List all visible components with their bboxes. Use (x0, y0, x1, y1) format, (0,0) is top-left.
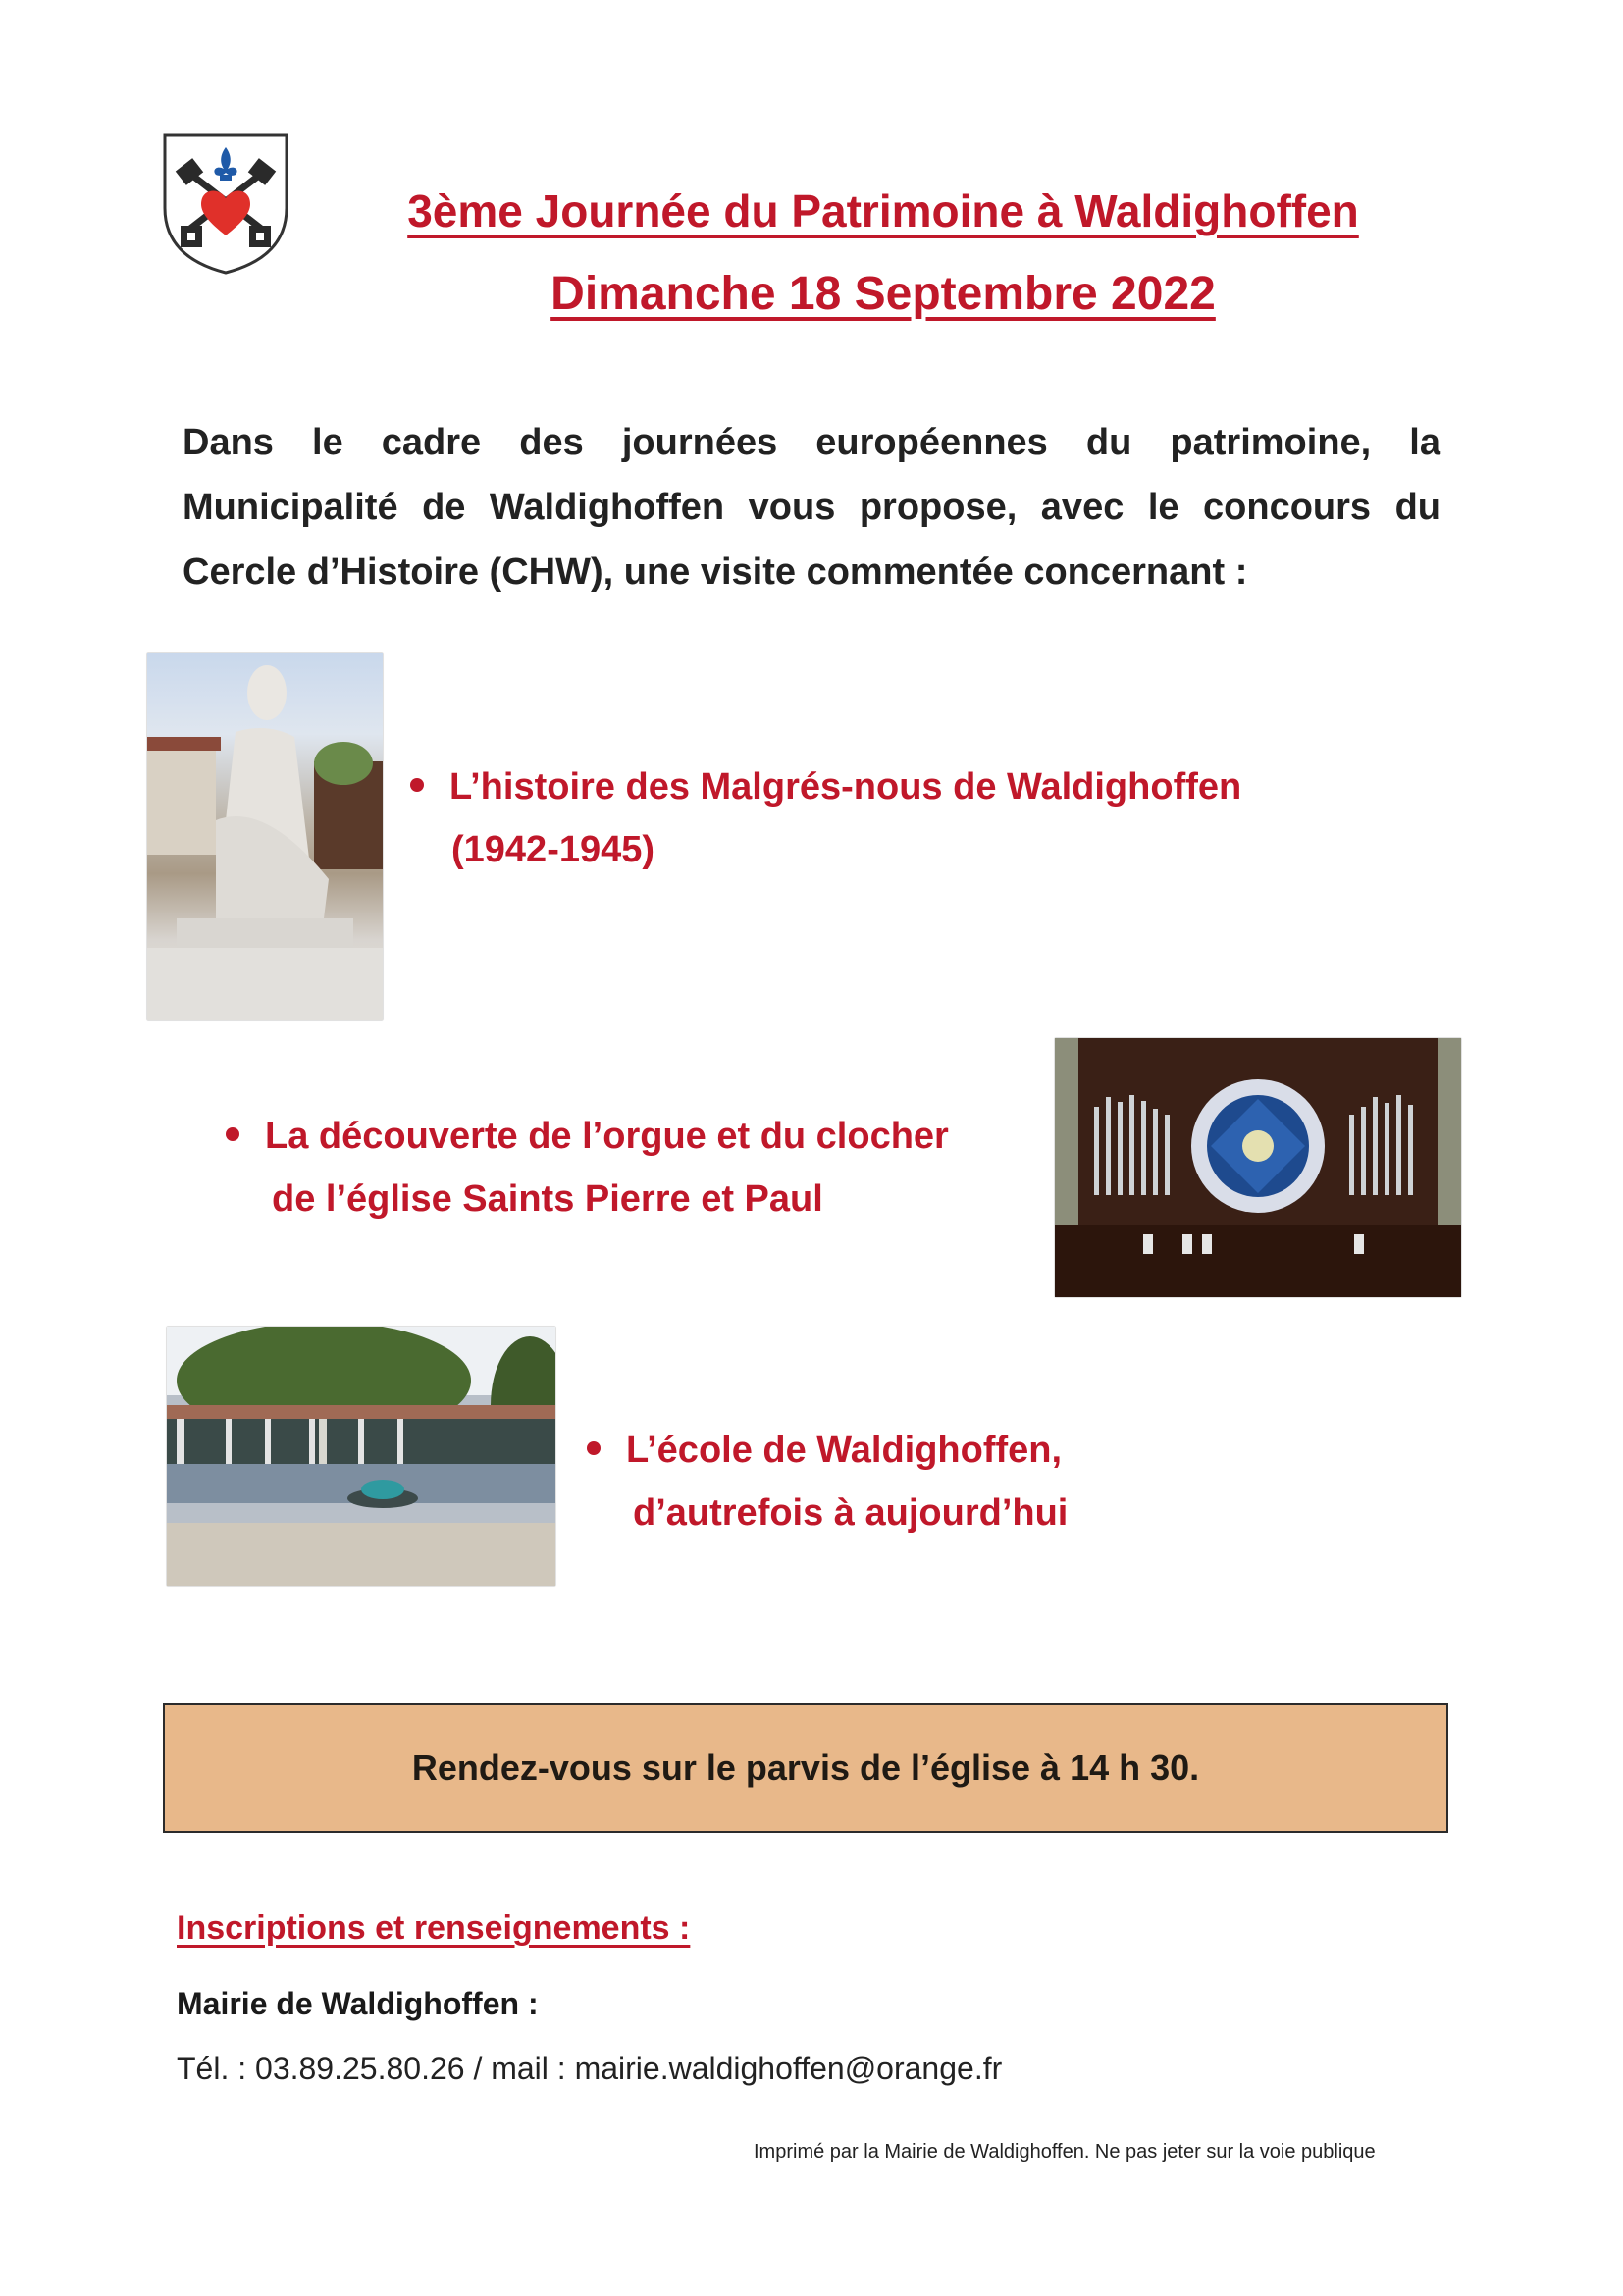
list-item: L’école de Waldighoffen, d’autrefois à aujourd’hui (587, 1419, 1068, 1544)
school-photo (167, 1327, 555, 1586)
list-item: La découverte de l’orgue et du clocher de l’église Saints Pierre et Paul (226, 1105, 949, 1230)
coat-of-arms-icon (159, 130, 292, 277)
email-address[interactable]: mairie.waldighoffen@orange.fr (574, 2051, 1003, 2086)
rendezvous-box (163, 1703, 1448, 1833)
mail-separator: / mail : (464, 2051, 575, 2086)
contact-organization: Mairie de Waldighoffen : (177, 1986, 539, 2021)
church-organ-photo (1055, 1038, 1461, 1297)
contact-details (177, 2051, 1002, 2087)
page-title: 3ème Journée du Patrimoine à Waldighoffen (407, 185, 1359, 236)
statue-photo (147, 653, 383, 1020)
intro-paragraph: Dans le cadre des journées européennes du patrimoine, la Municipalité de Waldighoffen vous propose, avec le concours du Cercle d’Histoire (CHW), une visite commentée concernant : (183, 422, 1440, 593)
tel-label: Tél. : (177, 2051, 256, 2086)
list-item: L’histoire des Malgrés-nous de Waldighoffen (1942-1945) (410, 756, 1241, 881)
bullet-icon (587, 1441, 601, 1455)
bullet-icon (226, 1127, 239, 1141)
phone-number[interactable]: 03.89.25.80.26 (255, 2051, 465, 2086)
bullet-icon (410, 778, 424, 792)
rendezvous-text: Rendez-vous sur le parvis de l’église à 14 h 30. (411, 1748, 1200, 1788)
footer-note: Imprimé par la Mairie de Waldighoffen. Ne pas jeter sur la voie publique (754, 2141, 1376, 2163)
event-date: Dimanche 18 Septembre 2022 (550, 268, 1216, 320)
contact-heading: Inscriptions et renseignements : (177, 1909, 691, 1947)
